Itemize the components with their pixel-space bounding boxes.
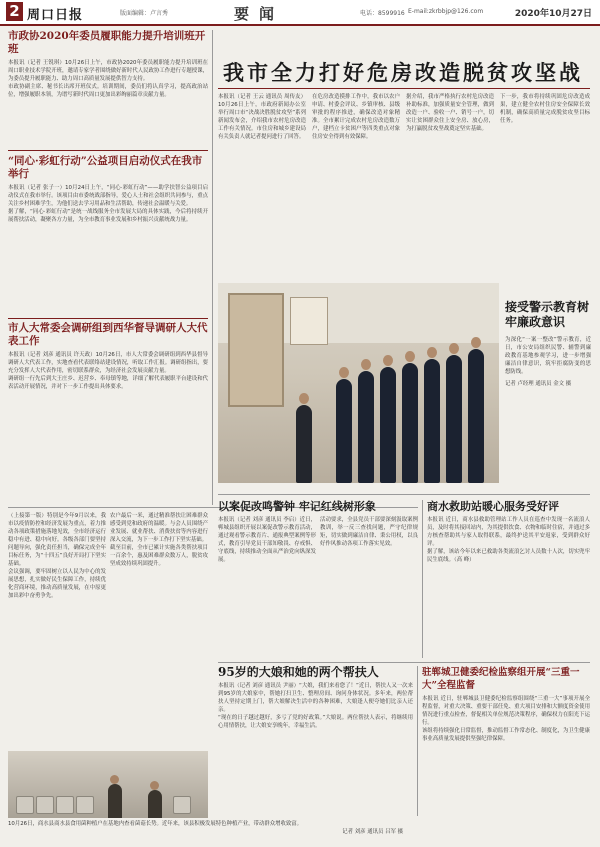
article-body: 在危房改造摸排工作中，我市以农户申请、村委会评议、乡镇审核、县级审批的程序推进，确保改造对象精准。全市累计完成农村危房改造数万户，建档立卡贫困户等四类重点对象住房安全得到有效保障。 — [312, 94, 400, 140]
section-title: 要闻 — [234, 5, 285, 23]
article-body: 本报讯（记者 刘彦 通讯员 李启）近日，郸城县组织开展以案促改警示教育活动，通过观看警示教育片、通报典型案例等形式，教育引导党员干部知敬畏、存戒惧、守底线，持续推动全面从严治党向纵深发展。 — [218, 517, 316, 563]
officer-figure — [468, 349, 484, 483]
column-divider — [422, 500, 423, 658]
divider — [8, 150, 208, 151]
main-headline: 我市全力打好危房改造脱贫攻坚战 — [223, 60, 583, 85]
article-body: 本报讯 近日，商水县救助管理站工作人员在巡查中发现一名流浪人员，及时将其接回站内，为其提供饮食、衣物和临时住宿，并通过多方核查帮助其与家人取得联系，最终护送其平安返家，受到群众好评。 — [427, 517, 590, 547]
article-body: 本报讯（记者 王锐琪）10月26日上午，市政协2020年委员履职能力提升培训班在周口职业技术学院开班，邀请专家学者围绕做好新时代人民政协工作进行专题授课，为委员提升履职能力、助力周口高质量发展提供智力支持。 — [8, 60, 208, 82]
editor-credit: 版面编辑：卢言秀 — [120, 10, 169, 17]
article-title: 商水救助站暖心服务受好评 — [427, 500, 559, 513]
main-article-col-2 — [312, 93, 400, 278]
pot-shape — [16, 796, 34, 814]
main-article-col-3 — [406, 93, 494, 278]
pot-shape — [36, 796, 54, 814]
article-title: 驻郸城卫健委纪检监察组开展“三重一大”全程监督 — [422, 667, 580, 691]
article-body: 调研组一行先后到大王庄乡、迟营乡、奉母镇等地，详细了解代表履职平台建设和代表活动开展情况，并对下一步工作提出具体要求。 — [8, 376, 208, 390]
article-rainbow-action — [8, 155, 208, 315]
pot-shape — [56, 796, 74, 814]
article-body: 市政协副主席、秘书长出席开班仪式。培训期间，委员们将认真学习，提高政治站位，增强履职本领，为谱写新时代周口更加出彩绚丽篇章贡献力量。 — [8, 84, 208, 98]
display-board — [290, 297, 328, 345]
photo-caption-box — [505, 300, 591, 388]
main-article-col-1 — [218, 93, 306, 278]
article-body: 截至目前，全市已累计实施各类帮扶项目一百余个，惠及困难群众数万人，脱贫攻坚成效持续巩固提升。 — [110, 545, 208, 567]
page-number: 2 — [6, 2, 23, 21]
phone-number: 电话：8599916 — [360, 10, 405, 17]
article-body: （上接第一版）特别是今年9月以来，我市以疫情防控和经济发展为重点，着力推动各项政策措施落地见效，全市经济运行稳中有进、稳中向好。各级各部门要坚持问题导向，强化责任担当，确保完成全年目标任务，为“十四五”良好开局打下坚实基础。 — [8, 513, 106, 567]
article-continued-right — [110, 512, 208, 747]
caption-title: 接受警示教育树牢廉政意识 — [505, 300, 590, 329]
article-case-warning-col-2 — [320, 516, 418, 658]
divider — [8, 318, 208, 319]
officer-figure — [424, 359, 440, 483]
divider — [218, 662, 590, 663]
article-body: 本报讯（记者 刘彦 通讯员 尹丽）“大娘，我们来看您了！”近日，帮扶人又一次来到95岁的大娘家中，帮她打扫卫生、整理房间、询问身体状况。多年来，两位帮扶人坚持定期上门，帮大娘解决生活中的各种困难，大娘逢人便夸她们比亲人还亲。 — [218, 683, 413, 713]
pot-shape — [173, 796, 191, 814]
issue-date: 2020年10月27日 — [514, 9, 592, 19]
article-body: 本报讯（记者 王云 通讯员 周传友）10月26日上午，市政府新闻办公室举行周口市“决战决胜脱贫攻坚”系列新闻发布会，介绍我市农村危房改造工作有关情况。市住房和城乡建设局有关负责人就记者提问进行了回答。 — [218, 94, 306, 140]
article-body: 本报讯 近日，驻郸城县卫健委纪检监察组围绕“三重一大”事项开展全程监督，对重大决策、重要干部任免、重大项目安排和大额度资金使用情况进行重点检查，督促相关单位规范决策程序，确保权力在阳光下运行。 — [422, 696, 590, 726]
pot-shape — [76, 796, 94, 814]
article-title: “同心·彩虹行动”公益项目启动仪式在我市举行 — [8, 155, 203, 180]
officer-figure — [336, 379, 352, 483]
police-education-photo — [218, 283, 499, 483]
article-supervision — [422, 666, 590, 841]
article-case-warning-col-1 — [218, 516, 316, 658]
article-body: 该组将持续强化日常监督，推动监督工作常态化、制度化，为卫生健康事业高质量发展提供坚强纪律保障。 — [422, 728, 590, 742]
article-npc-research — [8, 322, 208, 504]
person-figure — [148, 790, 162, 818]
person-figure — [108, 784, 122, 818]
officer-figure — [296, 405, 312, 483]
article-cppcc-training — [8, 30, 208, 150]
column-divider — [417, 666, 418, 816]
officer-figure — [402, 363, 418, 483]
article-title: 95岁的大娘和她的两个帮扶人 — [218, 666, 379, 679]
officer-figure — [358, 371, 374, 483]
column-divider — [212, 30, 213, 505]
caption-credit: 记者 刘彦 通讯员 吕军 摄 — [342, 829, 403, 835]
email-address: E-mail:zkrbbjp@126.com — [408, 8, 484, 15]
article-relief-station — [427, 500, 590, 658]
photo2-caption — [8, 820, 403, 844]
article-body: 本报讯（记者 刘彦 通讯员 许天政）10月26日，市人大常委会调研组到西华县督导调研人大代表工作，实地查看代表联络站建设情况，听取工作汇报。调研组指出，要充分发挥人大代表作用，密切联系群众，为经济社会发展贡献力量。 — [8, 352, 208, 374]
article-title: 以案促改鸣警钟 牢记红线树形象 — [218, 500, 376, 513]
article-body: “现在的日子越过越好，多亏了党的好政策。”大娘说。两位帮扶人表示，将继续用心用情帮扶，让大娘安享晚年，幸福生活。 — [218, 715, 413, 729]
article-title: 市政协2020年委员履职能力提升培训班开班 — [8, 30, 206, 55]
article-body: 本报讯（记者 张子一）10月24日上午，“同心·彩虹行动”——助学扶智公益项目启动仪式在我市举行。该项目由市委统战部指导，爱心人士和社会组织共同参与，重点关注乡村困难学生，为他们送去学习用品和生活帮助，传递社会温暖与关爱。 — [8, 185, 208, 207]
main-article-col-4 — [500, 93, 590, 278]
article-95-year-old — [218, 666, 413, 816]
display-frame — [228, 293, 284, 407]
article-body: 活动要求，全县党员干部要深刻汲取案例教训，举一反三查找问题，严守纪律规矩，切实做到廉洁自律、秉公用权，以良好作风推动各项工作落实见效。 — [320, 517, 418, 547]
article-body: 据了解，该站今年以来已救助各类流浪乞讨人员数十人次，切实兜牢民生底线。（高 峰） — [427, 549, 590, 563]
article-continued-left — [8, 512, 106, 747]
article-body: 下一步，我市将持续巩固危房改造成果，建立健全农村住房安全保障长效机制，确保高质量完成脱贫攻坚目标任务。 — [500, 94, 590, 124]
article-title: 市人大常委会调研组到西华督导调研人大代表工作 — [8, 322, 208, 347]
caption-text: 10月26日，商水县商水县食用菌种植户在基地内查看菌菇长势。近年来，该县积极发展特色种植产业，带动群众增收致富。 — [8, 821, 303, 827]
caption-body: 为深化“一案一整改”警示教育，近日，市公安局组织民警、辅警到廉政教育基地参观学习，进一步增强廉洁自律意识，筑牢拒腐防变的思想防线。 — [505, 337, 591, 375]
officer-figure — [380, 367, 396, 483]
article-body: 据了解，“同心·彩虹行动”是统一战线服务全市发展大局的具体实践，今后将持续开展帮扶活动，凝聚各方力量，为全市教育事业发展和乡村振兴贡献统战力量。 — [8, 209, 208, 223]
caption-credit: 记者 卢经理 通讯员 金文 摄 — [505, 381, 572, 387]
divider — [218, 494, 590, 495]
page-header — [0, 0, 600, 26]
article-body: 农户最后一米，通过精准帮扶让困难群众感受到党和政府的温暖。与会人员围绕产业发展、就业帮扶、消费扶贫等内容进行深入交流，为下一步工作打下坚实基础。 — [110, 513, 208, 543]
divider — [218, 88, 590, 89]
article-body: 据介绍，我市严格执行农村危房改造补助标准，加强质量安全管理，做到改造一户、验收一户、销号一户，切实让贫困群众住上安全房、放心房，为打赢脱贫攻坚战奠定坚实基础。 — [406, 94, 494, 132]
mushroom-farm-photo — [8, 751, 208, 818]
article-body: 会议强调，要牢固树立以人民为中心的发展思想，扎实做好民生保障工作，持续优化营商环境，推动高质量发展，在中原更加出彩中奋勇争先。 — [8, 569, 106, 599]
officer-figure — [446, 355, 462, 483]
paper-name: 周口日报 — [27, 8, 84, 23]
